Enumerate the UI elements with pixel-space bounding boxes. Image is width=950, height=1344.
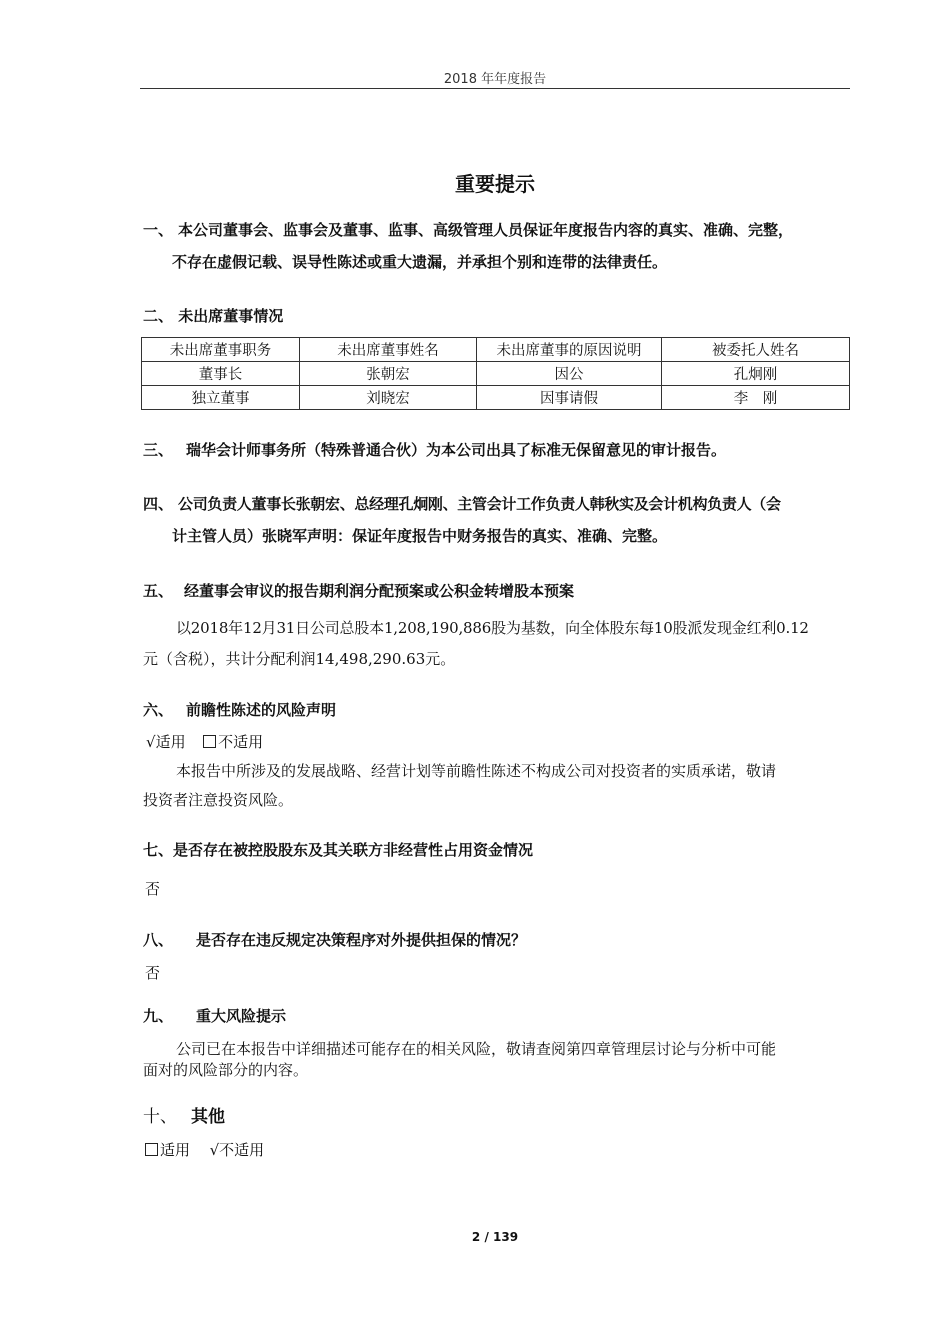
section-5-prefix: 五、 (143, 582, 174, 600)
section-9-prefix: 九、 (143, 1007, 174, 1025)
header-rule (140, 88, 850, 89)
section-2-heading: 二、 未出席董事情况 (143, 307, 284, 325)
table-row (142, 386, 850, 410)
section-10-prefix: 十、 (143, 1107, 177, 1127)
table-cell: 董事长 (142, 362, 300, 386)
section-3-prefix: 三、 (143, 441, 174, 459)
section-9-line2: 面对的风险部分的内容。 (143, 1061, 309, 1079)
section-5-heading: 经董事会审议的报告期利润分配预案或公积金转增股本预案 (184, 582, 575, 600)
table-cell: 独立董事 (142, 386, 300, 410)
applicable-label: 适用 (155, 733, 186, 751)
section-8-prefix: 八、 (143, 931, 174, 949)
empty-checkbox-icon (145, 1143, 158, 1156)
table-cell: 因公 (477, 362, 662, 386)
not-applicable-label: 不适用 (218, 733, 264, 751)
section-5-line2: 元（含税），共计分配利润14,498,290.63元。 (143, 650, 456, 668)
section-6-line2: 投资者注意投资风险。 (143, 791, 294, 809)
table-cell: 李 刚 (662, 386, 850, 410)
section-8-heading: 是否存在违反规定决策程序对外提供担保的情况？ (196, 931, 527, 949)
table-header-cell: 未出席董事职务 (142, 338, 300, 362)
document-title: 重要提示 (455, 172, 535, 196)
section-9-heading: 重大风险提示 (196, 1007, 287, 1025)
table-header-cell: 未出席董事的原因说明 (477, 338, 662, 362)
section-6-options (146, 731, 263, 752)
section-10-heading: 其他 (191, 1107, 225, 1127)
not-applicable-label: 不适用 (219, 1141, 265, 1159)
section-10-options (145, 1139, 264, 1160)
section-4-line2: 计主管人员）张晓军声明：保证年度报告中财务报告的真实、准确、完整。 (172, 527, 668, 545)
section-3-text: 瑞华会计师事务所（特殊普通合伙）为本公司出具了标准无保留意见的审计报告。 (186, 441, 727, 459)
check-mark-icon: √ (146, 733, 156, 751)
table-row (142, 362, 850, 386)
section-7-heading: 七、是否存在被控股股东及其关联方非经营性占用资金情况 (143, 841, 534, 859)
section-6-prefix: 六、 (143, 701, 174, 719)
table-header-cell: 被委托人姓名 (662, 338, 850, 362)
section-6-heading: 前瞻性陈述的风险声明 (186, 701, 337, 719)
table-header-cell: 未出席董事姓名 (300, 338, 477, 362)
empty-checkbox-icon (203, 735, 216, 748)
section-4-prefix: 四、 (143, 495, 174, 513)
running-header: 2018 年年度报告 (443, 72, 547, 87)
section-9-line1: 公司已在本报告中详细描述可能存在的相关风险，敬请查阅第四章管理层讨论与分析中可能 (176, 1040, 777, 1058)
section-1-prefix: 一、 (143, 221, 174, 239)
table-header-row (142, 338, 850, 362)
table-cell: 孔炯刚 (662, 362, 850, 386)
table-cell: 刘晓宏 (300, 386, 477, 410)
section-1-line1: 本公司董事会、监事会及董事、监事、高级管理人员保证年度报告内容的真实、准确、完整， (178, 221, 794, 239)
check-mark-icon: √ (209, 1141, 220, 1159)
table-cell: 张朝宏 (300, 362, 477, 386)
section-8-answer: 否 (145, 964, 161, 982)
page-number: 2 / 139 (471, 1230, 519, 1244)
section-6-line1: 本报告中所涉及的发展战略、经营计划等前瞻性陈述不构成公司对投资者的实质承诺，敬请 (176, 762, 777, 780)
table-cell: 因事请假 (477, 386, 662, 410)
section-1-line2: 不存在虚假记载、误导性陈述或重大遗漏，并承担个别和连带的法律责任。 (172, 253, 668, 271)
section-7-answer: 否 (145, 880, 161, 898)
section-5-line1: 以2018年12月31日公司总股本1,208,190,886股为基数，向全体股东每10股派发现金红利0.12 (176, 619, 809, 637)
absent-directors-table (141, 337, 850, 410)
section-4-line1: 公司负责人董事长张朝宏、总经理孔炯刚、主管会计工作负责人韩秋实及会计机构负责人（会 (178, 495, 781, 513)
applicable-label: 适用 (160, 1141, 191, 1159)
